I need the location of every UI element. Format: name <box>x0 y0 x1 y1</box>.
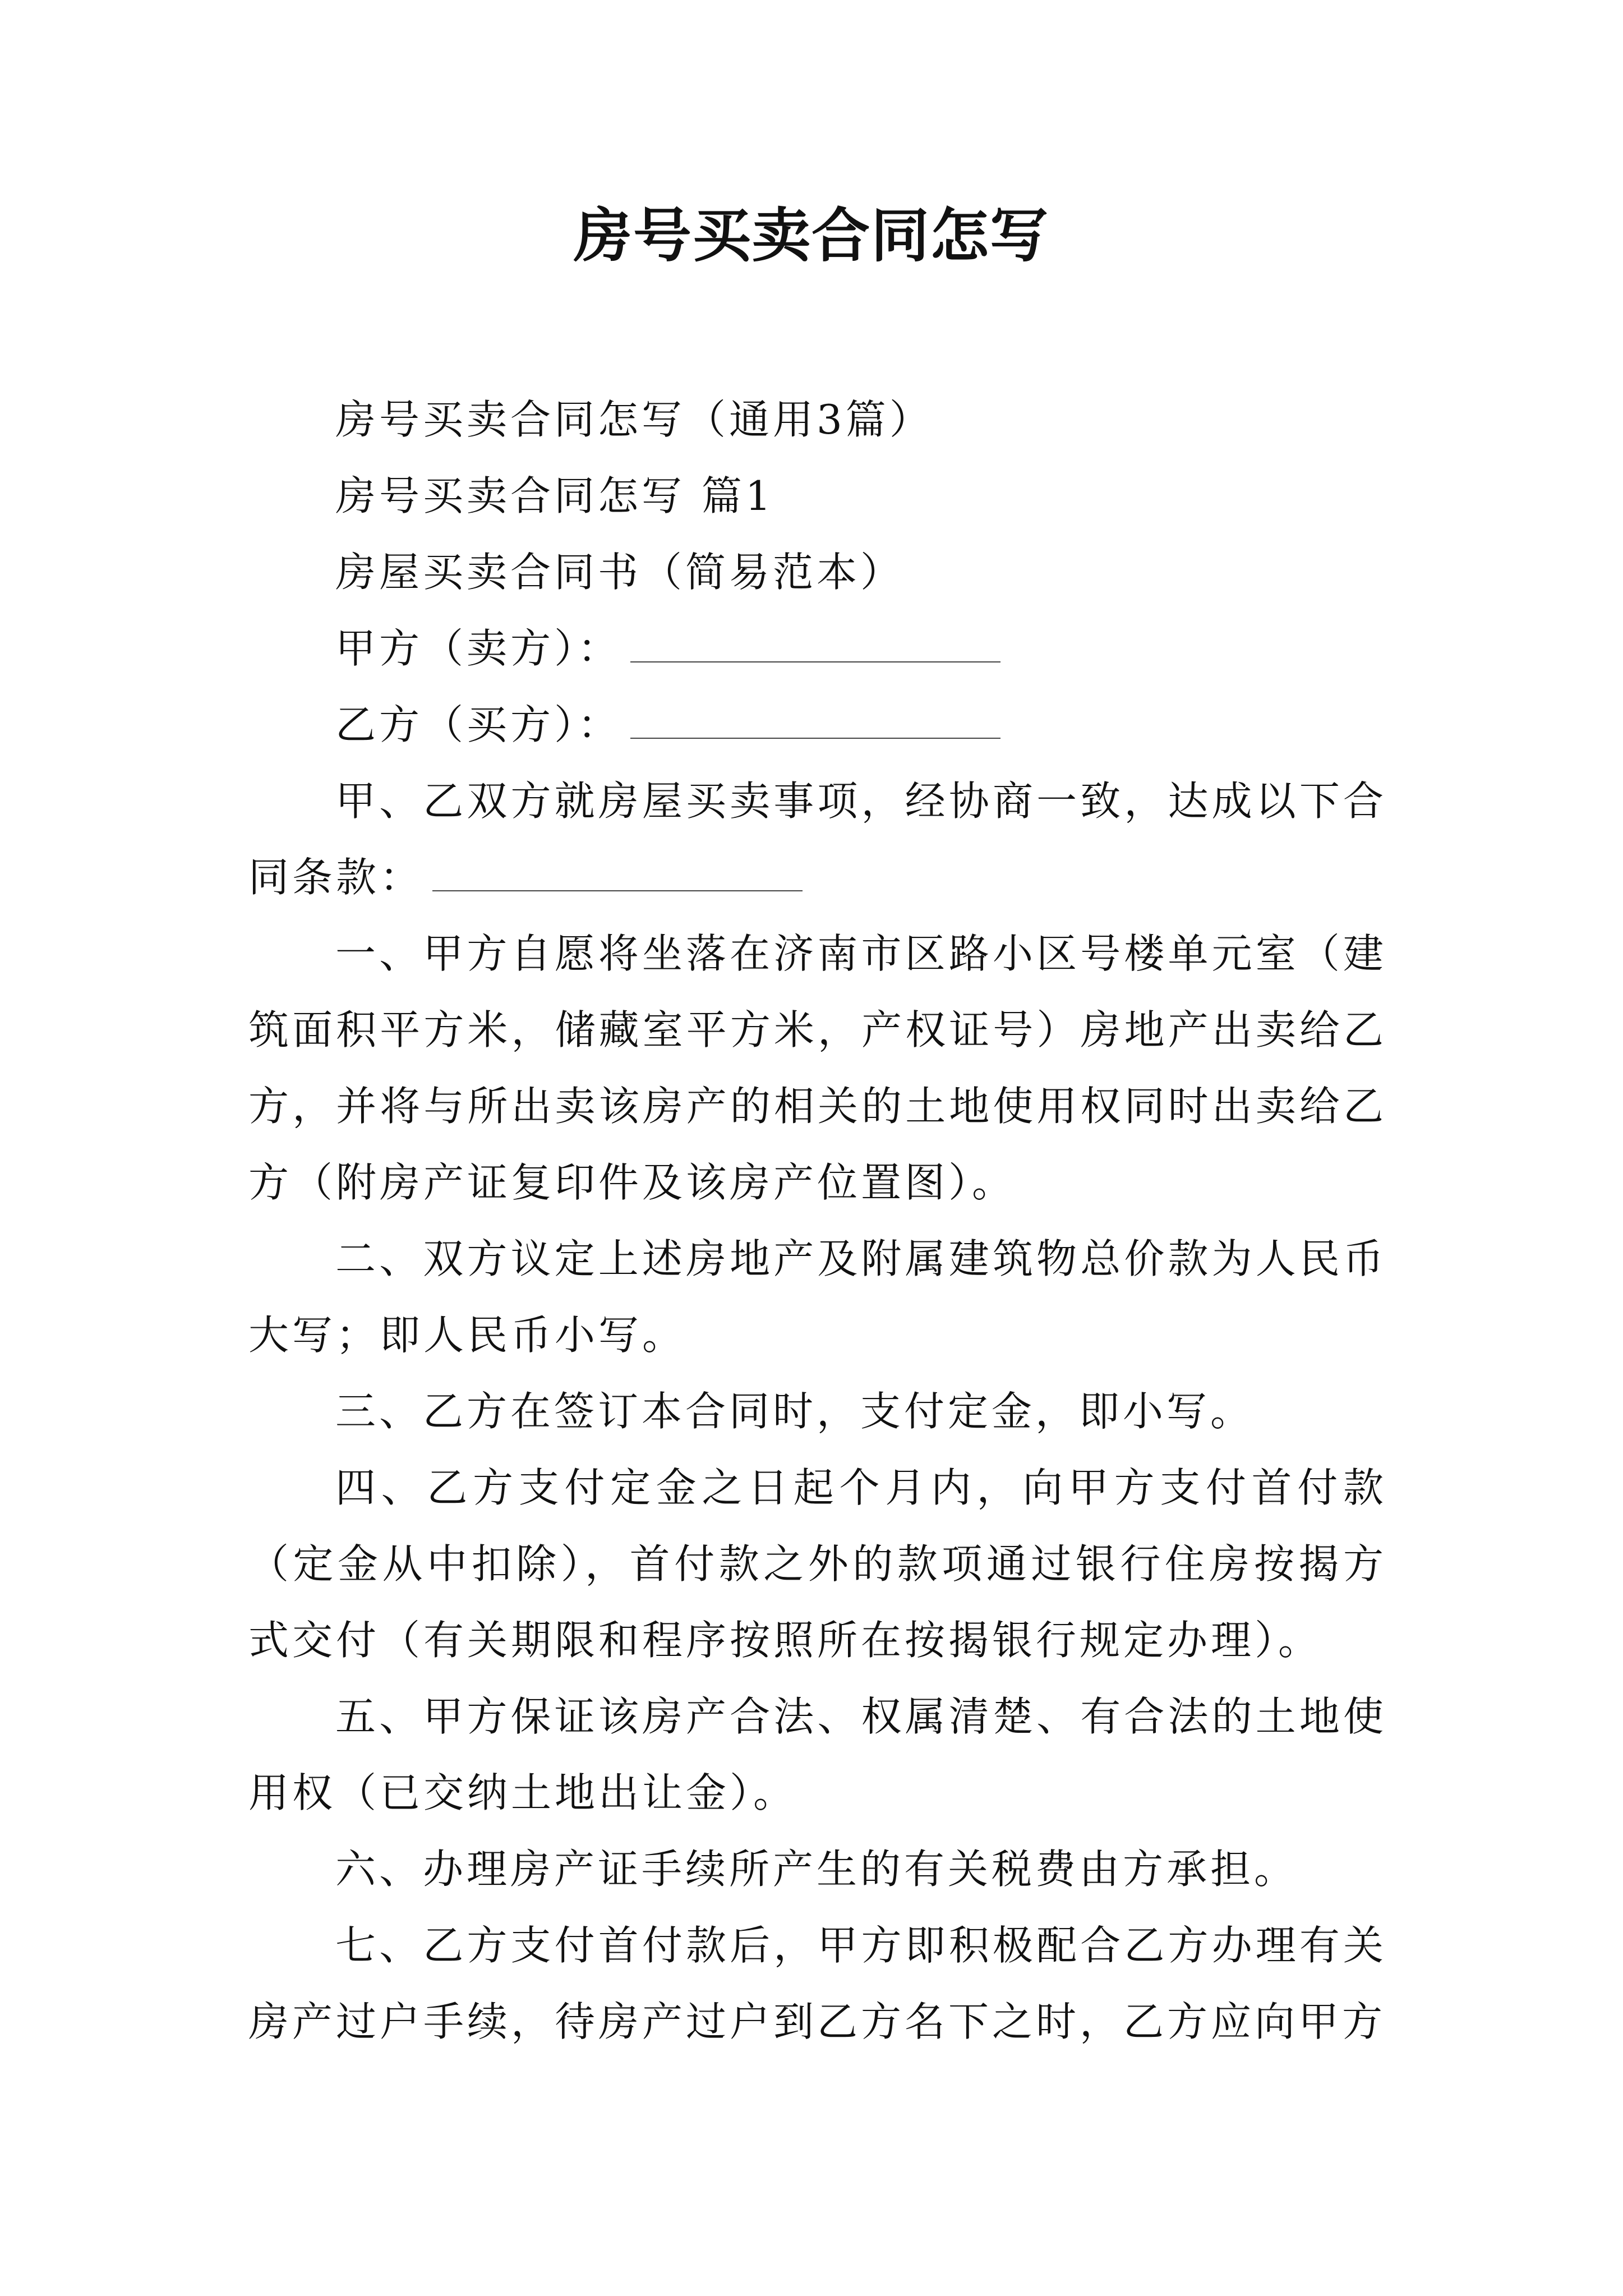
paragraph <box>248 458 1387 534</box>
paragraph-text: 六、办理房产证手续所产生的有关税费由方承担。 <box>335 1846 1298 1893</box>
clause-2 <box>248 1221 1387 1373</box>
paragraph <box>248 534 1387 610</box>
paragraph-text: 一、甲方自愿将坐落在济南市区路小区号楼单元室（建筑面积平方米，储藏室平方米，产权证号）房地产出卖给乙方，并将与所出卖该房产的相关的土地使用权同时出卖给乙方（附房产证复印件及该房产位置图）。 <box>248 930 1387 1206</box>
paragraph-text: 四、乙方支付定金之日起个月内，向甲方支付首付款（定金从中扣除），首付款之外的款项通过银行住房按揭方式交付（有关期限和程序按照所在按揭银行规定办理）。 <box>248 1464 1387 1664</box>
document-body <box>248 381 1387 2060</box>
fill-in-blank-line <box>432 850 803 891</box>
clause-1 <box>248 915 1387 1221</box>
clause-3 <box>248 1373 1387 1450</box>
paragraph-text: 五、甲方保证该房产合法、权属清楚、有合法的土地使用权（已交纳土地出让金）。 <box>248 1693 1387 1816</box>
paragraph-seller <box>248 610 1387 687</box>
paragraph-text: 三、乙方在签订本合同时，支付定金，即小写。 <box>335 1388 1255 1435</box>
paragraph-intro <box>248 763 1387 915</box>
clause-6 <box>248 1831 1387 1907</box>
paragraph-buyer <box>248 687 1387 763</box>
fill-in-blank-line <box>630 621 1000 662</box>
document-title: 房号买卖合同怎写 <box>573 201 1049 270</box>
fill-in-blank-line <box>630 697 1000 739</box>
paragraph-text: 甲、乙双方就房屋买卖事项，经协商一致，达成以下合同条款： <box>248 777 1387 901</box>
paragraph-text: 七、乙方支付首付款后，甲方即积极配合乙方办理有关房产过户手续，待房产过户到乙方名下之时，乙方应向甲方 <box>248 1922 1387 2045</box>
paragraph-text: 乙方（买方）： <box>335 701 622 748</box>
paragraph-text: 房屋买卖合同书（简易范本） <box>335 549 905 596</box>
clause-5 <box>248 1678 1387 1831</box>
paragraph <box>248 381 1387 458</box>
clause-4 <box>248 1450 1387 1678</box>
paragraph-text: 房号买卖合同怎写 篇1 <box>335 472 774 519</box>
paragraph-text: 甲方（卖方）： <box>335 625 622 672</box>
paragraph-text: 二、双方议定上述房地产及附属建筑物总价款为人民币大写；即人民币小写。 <box>248 1235 1387 1359</box>
clause-7 <box>248 1907 1387 2060</box>
paragraph-text: 房号买卖合同怎写（通用3篇） <box>335 396 933 443</box>
